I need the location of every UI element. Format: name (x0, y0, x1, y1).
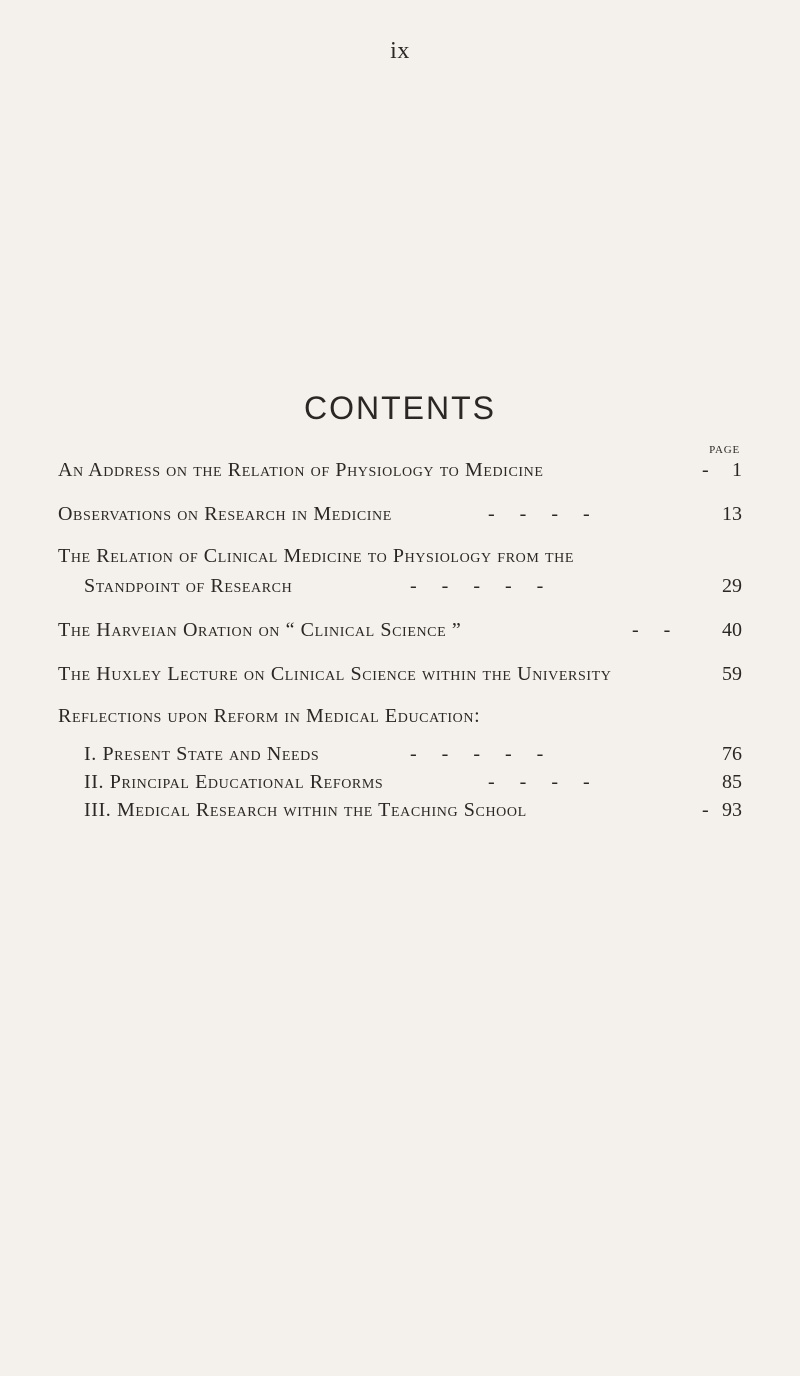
toc-entry-title: Observations on Research in Medicine (58, 503, 392, 525)
toc-entry-page: 40 (722, 619, 742, 641)
toc-entry (0, 616, 800, 644)
toc-entry-title: An Address on the Relation of Physiology to Medicine (58, 459, 544, 481)
toc-entry (0, 572, 800, 600)
toc-entry-title: The Relation of Clinical Medicine to Physiology from the (58, 545, 574, 567)
toc-entry-page: 59 (722, 663, 742, 685)
toc-entry-title: III. Medical Research within the Teaching School (84, 799, 527, 821)
toc-entry-title: Standpoint of Research (84, 575, 293, 597)
toc-entry-page: 85 (722, 771, 742, 793)
toc-entry-title: I. Present State and Needs (84, 743, 320, 765)
toc-entry-leader: - - - - - (410, 575, 544, 597)
toc-entry-page: 1 (732, 459, 742, 481)
toc-entry (0, 740, 800, 768)
toc-entry (0, 456, 800, 484)
toc-entry-title: The Harveian Oration on “ Clinical Science ” (58, 619, 462, 641)
toc-entry-page: 76 (722, 743, 742, 765)
toc-entry-leader: - (702, 459, 709, 481)
toc-entry-leader: - (702, 799, 709, 821)
toc-entry-title: Reflections upon Reform in Medical Education: (58, 705, 481, 727)
toc-entry-page: 93 (722, 799, 742, 821)
toc-entry-leader: - - - - (488, 503, 590, 525)
toc-entry (0, 500, 800, 528)
toc-entry-title: The Huxley Lecture on Clinical Science within the University (58, 663, 612, 685)
page-number: ix (390, 38, 410, 64)
page-title: CONTENTS (304, 390, 496, 426)
toc-entry-leader: - - - - - (410, 743, 544, 765)
toc-entry (0, 542, 800, 570)
toc-section-heading (0, 702, 800, 730)
toc-entry-leader: - - (632, 619, 671, 641)
toc-entry (0, 768, 800, 796)
toc-entry (0, 796, 800, 824)
toc-entry-title: II. Principal Educational Reforms (84, 771, 384, 793)
page-column-header: PAGE (709, 444, 740, 456)
toc-entry-leader: - - - - (488, 771, 590, 793)
toc-entry-page: 29 (722, 575, 742, 597)
toc-entry (0, 660, 800, 688)
toc-entry-page: 13 (722, 503, 742, 525)
